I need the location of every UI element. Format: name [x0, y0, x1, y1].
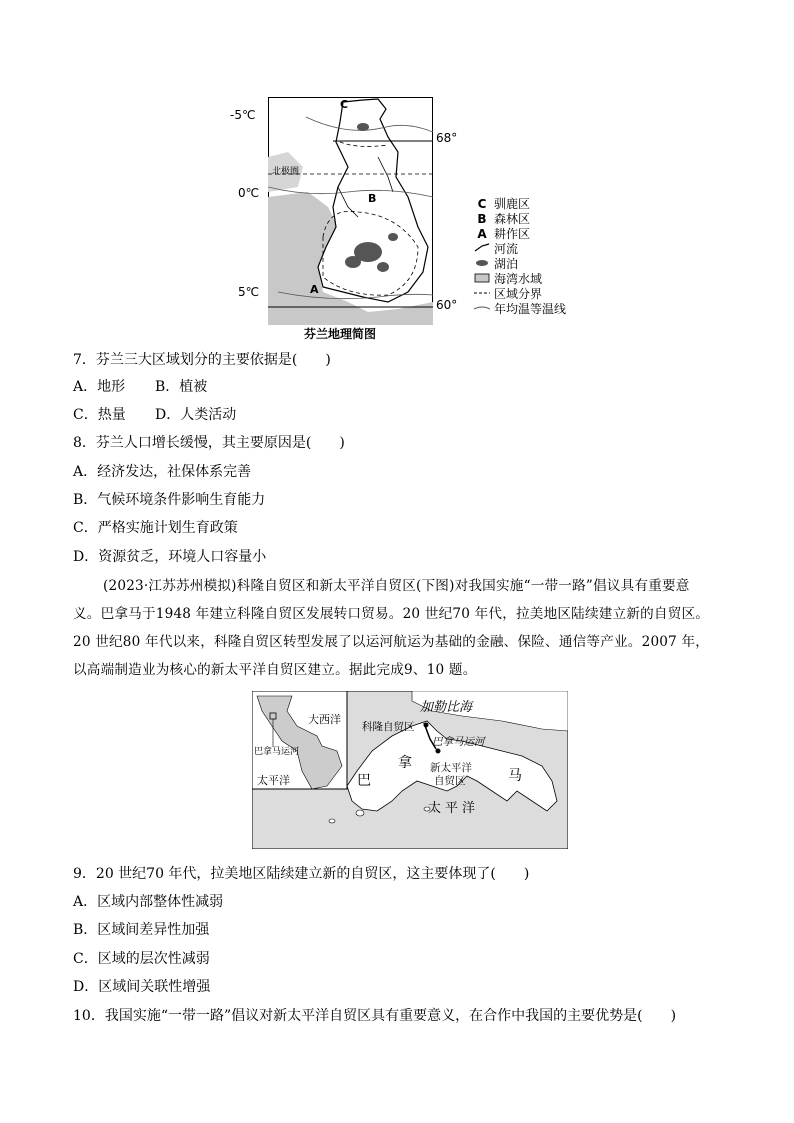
legend-symbol: C: [477, 197, 487, 211]
atlantic-label: 大西洋: [308, 713, 341, 726]
passage-line: 20 世纪80 年代以来，科隆自贸区转型发展了以运河航运为基础的金融、保险、通信等产业。2007 年，: [73, 634, 710, 650]
option: B．植被: [155, 379, 208, 395]
new-pacific-label: 自贸区: [434, 775, 466, 787]
finland-map: [268, 97, 433, 325]
option: B．区域间差异性加强: [73, 922, 210, 938]
dashed-line-icon: [474, 288, 490, 298]
colon-zone-marker: [424, 723, 429, 728]
legend-item: A 耕作区: [474, 227, 530, 241]
passage-line: (2023·江苏苏州模拟)科隆自贸区和新太平洋自贸区(下图)对我国实施“一带一路”倡议具有重要意: [103, 578, 690, 594]
legend-item: C 驯鹿区: [474, 197, 530, 211]
option: C．区域的层次性减弱: [73, 951, 210, 967]
legend-symbol: B: [477, 212, 487, 226]
zone-letter: A: [310, 283, 319, 296]
latitude-label: 68°: [436, 131, 458, 145]
lake-icon: [474, 258, 490, 268]
legend-item: 湖泊: [474, 257, 518, 271]
zone-letter: C: [340, 98, 349, 111]
country-char: 马: [508, 768, 522, 784]
question-10-stem: 10．我国实施“一带一路”倡议对新太平洋自贸区具有重要意义，在合作中我国的主要优势是( ): [73, 1008, 677, 1024]
legend-item: 区域分界: [474, 287, 542, 301]
canal-inset-label: 巴拿马运河: [254, 747, 300, 757]
legend-item: B 森林区: [474, 212, 530, 226]
option: C．严格实施计划生育政策: [73, 520, 238, 536]
arctic-circle-label: 北极圈: [272, 167, 300, 177]
canal-label: 巴拿马运河: [432, 736, 485, 748]
option: A．区域内部整体性减弱: [73, 894, 224, 910]
isotherm-label: 5℃: [238, 285, 260, 299]
option: A．经济发达，社保体系完善: [73, 464, 252, 480]
pacific-inset-label: 太平洋: [257, 774, 290, 787]
latitude-label: 60°: [436, 298, 458, 312]
option: D．人类活动: [155, 407, 237, 423]
passage-line: 以高端制造业为核心的新太平洋自贸区建立。据此完成9、10 题。: [73, 662, 477, 678]
option: A．地形: [73, 379, 126, 395]
isotherm-label: -5℃: [230, 108, 256, 122]
isotherm-label: 0℃: [238, 186, 260, 200]
passage-line: 义。巴拿马于1948 年建立科隆自贸区发展转口贸易。20 世纪70 年代，拉美地区陆续建立新的自贸区。: [73, 606, 710, 622]
zone-letter: B: [368, 192, 377, 205]
question-8-stem: 8．芬兰人口增长缓慢，其主要原因是( ): [73, 435, 345, 451]
option: D．资源贫乏，环境人口容量小: [73, 549, 267, 565]
option: B．气候环境条件影响生育能力: [73, 492, 266, 508]
country-char: 拿: [398, 755, 412, 771]
caribbean-label: 加勒比海: [420, 700, 473, 715]
question-9-stem: 9．20 世纪70 年代，拉美地区陆续建立新的自贸区，这主要体现了( ): [73, 866, 530, 882]
isotherm-icon: [474, 303, 490, 313]
pacific-label: 太平洋: [428, 801, 480, 816]
colon-label: 科隆自贸区: [362, 721, 415, 733]
legend-item: 年均温等温线: [474, 302, 566, 316]
country-char: 巴: [357, 773, 371, 789]
bay-icon: [474, 273, 490, 283]
option: C．热量: [73, 407, 126, 423]
legend-item: 河流: [474, 242, 518, 256]
river-icon: [474, 243, 490, 253]
new-pacific-label: 新太平洋: [430, 762, 472, 774]
legend-item: 海湾水域: [474, 272, 542, 286]
option: D．区域间关联性增强: [73, 979, 211, 995]
legend-symbol: A: [477, 227, 487, 241]
map-caption: 芬兰地理简图: [304, 327, 377, 341]
question-7-stem: 7．芬兰三大区域划分的主要依据是( ): [73, 352, 331, 368]
new-pacific-zone-marker: [436, 749, 441, 754]
